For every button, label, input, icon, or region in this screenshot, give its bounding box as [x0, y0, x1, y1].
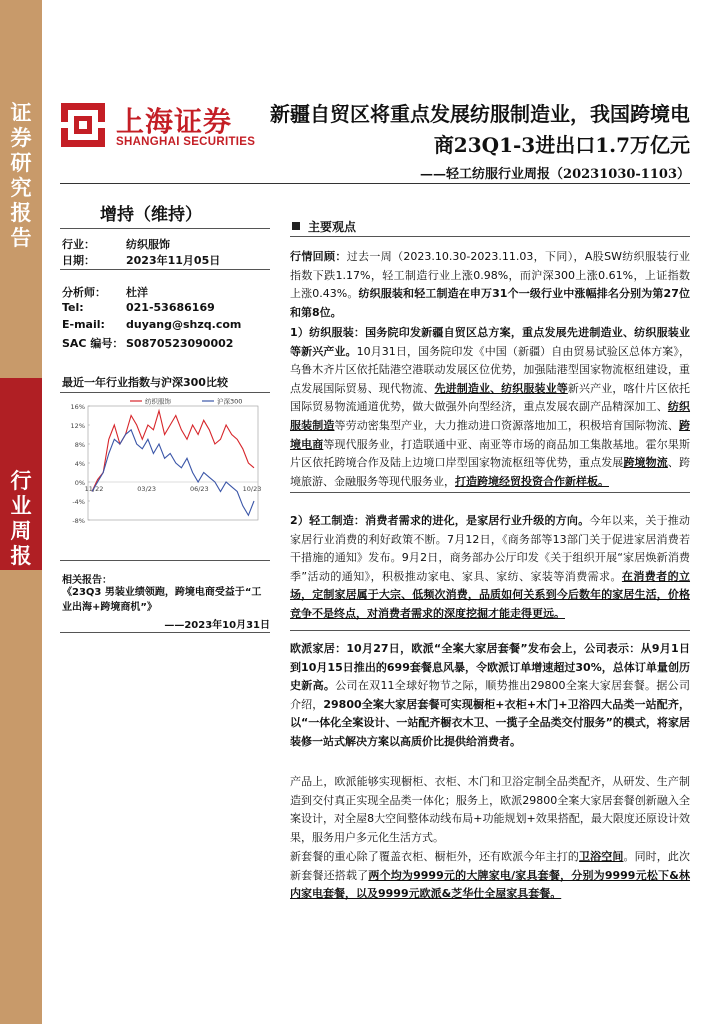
section-heading-text: 主要观点 — [308, 220, 357, 234]
section-divider — [290, 236, 690, 237]
vertical-label-weekly: 行业周报 — [10, 468, 32, 568]
section-heading — [292, 218, 356, 235]
p4-bold: 欧派家居：10月27日，欧派“全案大家居套餐”发布会上，公司表示：从9月1日到10月15日推出的699套餐息风暴，令欧派订单增速超过30%，总体订单量创历史新高。 — [290, 642, 690, 693]
p4-b: 29800全案大家居套餐可实现橱柜+衣柜+木门+卫浴四大品类一站配齐，以“一体化全案设计、一站配齐橱衣木卫、一揽子全品类交付服务”的模式，将家居装修一站式解决方案以高质价比提供给消费者。 — [290, 697, 690, 748]
info-industry — [62, 236, 170, 252]
y-tick-label: 16% — [70, 403, 85, 411]
rating: 增持（维持） — [100, 205, 202, 225]
related-heading: 相关报告： — [62, 575, 112, 586]
para-oppein — [290, 640, 690, 752]
info-divider — [60, 269, 270, 270]
email-label: E-mail: — [62, 318, 105, 331]
related-divider-bottom — [60, 632, 270, 633]
p2-c: 等劳动密集型产业，大力推动进口资源落地加工，积极培育国际物流、 — [334, 418, 680, 432]
p4-a: 公司在双11全球好物节之际，顺势推出29800全案大家居套餐。据公司介绍， — [290, 679, 690, 711]
index-comparison-chart — [60, 394, 270, 534]
info-date — [62, 252, 220, 268]
x-tick-label: 03/23 — [137, 485, 157, 493]
series-line-1 — [92, 430, 254, 516]
x-tick-label: 10/23 — [242, 485, 262, 493]
industry-label: 行业： — [62, 238, 95, 251]
p1-label: 行情回顾： — [290, 250, 347, 263]
legend-label: 纺织服饰 — [145, 397, 171, 406]
title-divider — [60, 183, 690, 184]
p3-b: 在消费者的立场，定制家居属于大宗、低频次消费，品质如何关系到今后数年的家居生活，价格竞争不是终点，对消费者需求的深度挖掘才能走得更远。 — [290, 569, 691, 620]
logo-mark-icon — [60, 102, 106, 148]
p2-u5: 打造跨境经贸投资合作新样板。 — [455, 474, 609, 488]
tel-value: 021-53686169 — [126, 301, 215, 314]
chart-frame — [88, 406, 258, 520]
logo-chinese: 上海证券 — [116, 105, 233, 138]
related-divider-top — [60, 560, 270, 561]
p2-a: 10月31日，国务院印发《中国（新疆）自由贸易试验区总体方案》，乌鲁木齐片区依托陆港空港联动发展区位优势，加强陆港型国家物流枢纽建设，重点发展国际贸易、现代物流、 — [290, 344, 691, 395]
p2-bold: 1）纺织服装：国务院印发新疆自贸区总方案，重点发展先进制造业、纺织服装业等新兴产业。 — [290, 326, 690, 358]
analyst-label: 分析师： — [62, 286, 106, 299]
p1-text: 过去一周（2023.10.30-2023.11.03，下同），A股SW纺织服装行业指数下跌1.17%，轻工制造行业上涨0.98%，而沪深300上涨0.61%，上证指数上涨0.43%。 — [290, 250, 690, 301]
y-tick-label: 8% — [74, 441, 85, 449]
y-tick-label: 4% — [74, 460, 85, 468]
y-tick-label: -8% — [72, 517, 85, 525]
divider-1 — [290, 492, 690, 493]
info-tel — [62, 301, 215, 314]
y-tick-label: 0% — [74, 479, 85, 487]
p2-u1: 先进制造业、纺织服装业等 — [434, 381, 568, 395]
p2-u3: 跨境电商 — [290, 418, 691, 451]
y-tick-label: 12% — [70, 422, 85, 430]
info-sac — [62, 335, 233, 351]
report-subtitle: ——轻工纺服行业周报（20231030-1103） — [420, 167, 690, 182]
chart-svg — [60, 394, 270, 534]
x-tick-label: 06/23 — [189, 485, 209, 493]
analyst-value: 杜洋 — [126, 286, 148, 299]
para-light-industry — [290, 512, 690, 624]
p2-d: 等现代服务业，打造联通中亚、南亚等市场的商品加工集散基地。霍尔果斯片区依托跨境合作及陆上边境口岸型国家物流枢纽等优势，重点发展 — [290, 437, 690, 470]
date-label: 日期： — [62, 254, 95, 267]
para-product: 产品上，欧派能够实现橱柜、衣柜、木门和卫浴定制全品类配齐，从研发、生产制造到交付真正实现全品类一体化；服务上，欧派29800全案大家居套餐创新融入全案设计，对全屋8大空间整体动线布局+功能规划+效果搭配，最大限度还原设计效果，服务用户多元化生活方式。 — [290, 775, 690, 844]
para-market-review — [290, 248, 690, 322]
related-report-date: ——2023年10月31日 — [164, 620, 270, 631]
logo-english: SHANGHAI SECURITIES — [116, 136, 256, 148]
date-value: 2023年11月05日 — [126, 254, 221, 267]
legend-label: 沪深300 — [217, 397, 243, 406]
rating-divider — [60, 228, 270, 229]
square-bullet-icon — [292, 222, 300, 230]
p2-u2: 纺织服装制造 — [290, 400, 691, 432]
p2-u4: 跨境物流 — [623, 456, 668, 470]
side-band-bottom — [0, 570, 42, 1024]
para-new-package — [290, 848, 690, 904]
chart-title: 最近一年行业指数与沪深300比较 — [62, 376, 228, 389]
report-title: 新疆自贸区将重点发展纺服制造业，我国跨境电商23Q1-3进出口1.7万亿元 — [270, 102, 690, 157]
chart-divider — [60, 392, 270, 393]
p2-b: 新兴产业，喀什片区依托国际贸易物流通道优势，做大做强外向型经济，重点发展农副产品精深加工、 — [290, 381, 691, 414]
p6-u2: 两个均为9999元的大牌家电/家具套餐，分别为9999元松下&林内家电套餐，以及9999元欧派&芝华仕全屋家具套餐。 — [290, 868, 691, 901]
sac-label: SAC 编号： — [62, 337, 124, 350]
x-tick-label: 11/22 — [84, 485, 104, 493]
tel-label: Tel: — [62, 301, 84, 314]
company-logo — [60, 100, 260, 156]
p1-bold: 纺织服装和轻工制造在申万31个一级行业中涨幅排名分别为第27位和第8位。 — [290, 287, 690, 319]
sac-value: S0870523090002 — [126, 337, 234, 350]
p6-a: 新套餐的重心除了覆盖衣柜、橱柜外，还有欧派今年主打的 — [290, 850, 579, 863]
series-line-0 — [92, 411, 254, 492]
p6-u1: 卫浴空间 — [578, 850, 624, 863]
vertical-label-report: 证券研究报告 — [10, 100, 32, 250]
email-value[interactable]: duyang@shzq.com — [126, 318, 242, 331]
related-report-title[interactable]: 《23Q3 男装业绩领跑，跨境电商受益于“工业出海+跨境商机”》 — [62, 587, 262, 613]
p6-b: 。同时，此次新套餐还搭载了 — [290, 850, 691, 882]
para-textile — [290, 324, 690, 491]
p3-a: 今年以来，关于推动家居行业消费的利好政策不断。7月12日，《商务部等13部门关于促进家居消费若干措施的通知》发布。9月2日，商务部办公厅印发《关于组织开展“家居焕新消费季”活动的通知》，积极推动家电、家具、家纺、家装等消费需求。 — [290, 514, 691, 583]
info-analyst — [62, 284, 148, 300]
p2-e: 、跨境旅游、金融服务等现代服务业， — [290, 456, 691, 488]
info-email — [62, 318, 241, 331]
p3-bold: 2）轻工制造：消费者需求的进化，是家居行业升级的方向。 — [290, 514, 590, 527]
industry-value: 纺织服饰 — [126, 238, 170, 251]
y-tick-label: -4% — [72, 498, 85, 506]
divider-2 — [290, 630, 690, 631]
